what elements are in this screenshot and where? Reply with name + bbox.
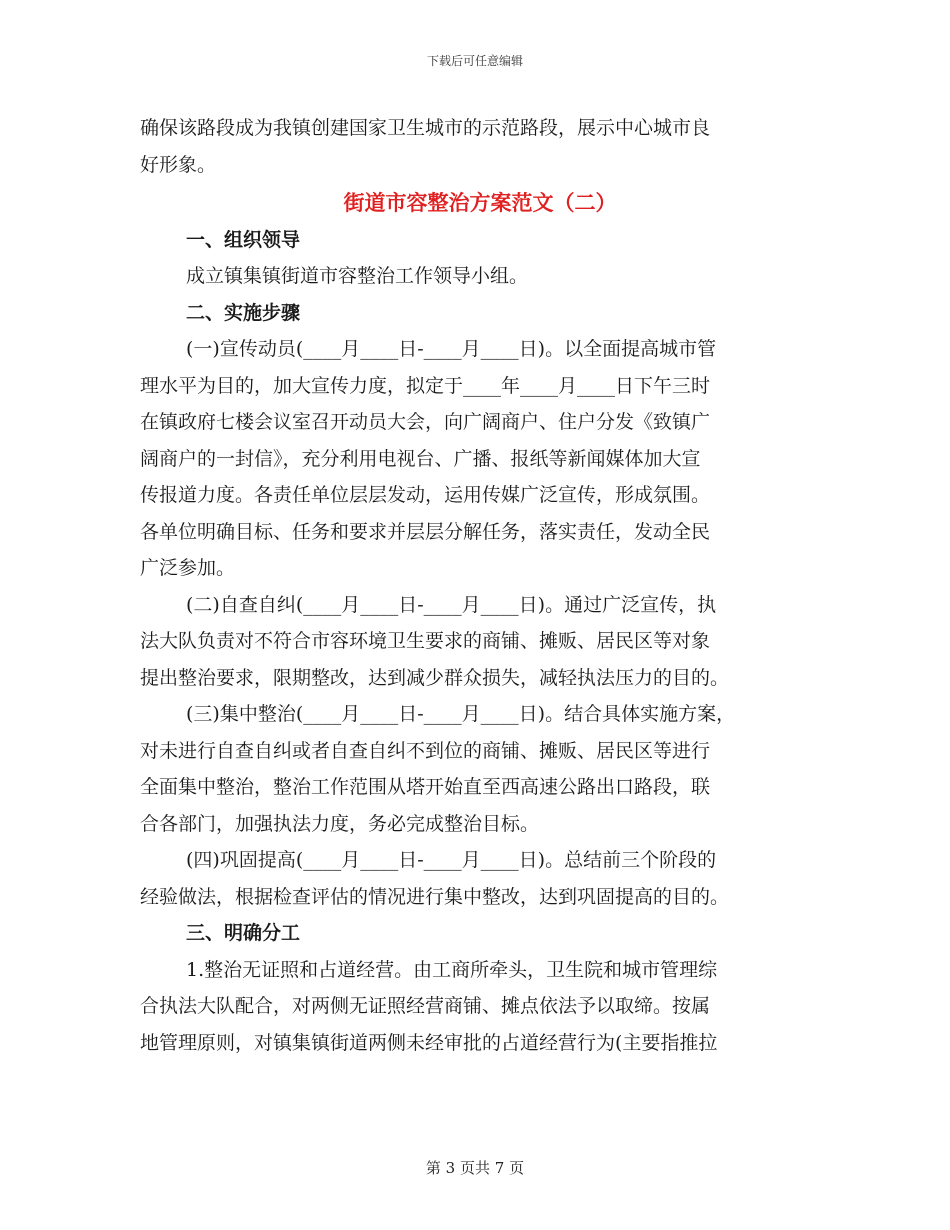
paragraph-line: (二)自查自纠(____月____日-____月____日)。通过广泛宣传，执 [186, 593, 717, 616]
paragraph-line: 法大队负责对不符合市容环境卫生要求的商铺、摊贩、居民区等对象 [140, 630, 711, 652]
paragraph-line: 各单位明确目标、任务和要求并层层分解任务，落实责任，发动全民 [140, 520, 711, 543]
paragraph-line: 对未进行自查自纠或者自查自纠不到位的商铺、摊贩、居民区等进行 [140, 739, 711, 762]
paragraph-line: (一)宣传动员(____月____日-____月____日)。以全面提高城市管 [186, 338, 717, 360]
document-title: 街道市容整治方案范文（二） [343, 190, 617, 215]
paragraph-line: 在镇政府七楼会议室召开动员大会，向广阔商户、住户分发《致镇广 [140, 411, 711, 433]
paragraph-line: 阔商户的一封信》，充分利用电视台、广播、报纸等新闻媒体加大宣 [140, 447, 701, 470]
paragraph-line: 合执法大队配合，对两侧无证照经营商铺、摊点依法予以取缔。按属 [140, 995, 711, 1017]
paragraph-line: 成立镇集镇街道市容整治工作领导小组。 [186, 265, 529, 287]
page-footer: 第 3 页共 7 页 [425, 1159, 525, 1177]
paragraph-line: 广泛参加。 [140, 557, 236, 579]
paragraph-line: (四)巩固提高(____月____日-____月____日)。总结前三个阶段的 [186, 849, 717, 871]
body-line: 好形象。 [140, 153, 217, 176]
paragraph-line: 提出整治要求，限期整改，达到减少群众损失，减轻执法压力的目的。 [140, 666, 730, 689]
section-heading: 三、明确分工 [186, 922, 301, 944]
paragraph-line: 全面集中整治，整治工作范围从塔开始直至西高速公路出口路段，联 [140, 776, 711, 798]
paragraph-line: 传报道力度。各责任单位层层发动，运用传媒广泛宣传，形成氛围。 [140, 484, 711, 506]
paragraph-line: 地管理原则，对镇集镇街道两侧未经审批的占道经营行为(主要指推拉 [140, 1031, 718, 1054]
paragraph-line: 理水平为目的，加大宣传力度，拟定于____年____月____日下午三时 [140, 374, 711, 397]
document-body [140, 110, 820, 1061]
paragraph-line: (三)集中整治(____月____日-____月____日)。结合具体实施方案， [186, 703, 736, 725]
section-heading: 二、实施步骤 [186, 301, 301, 324]
paragraph-line: 合各部门，加强执法力度，务必完成整治目标。 [140, 812, 540, 835]
paragraph-line: 1.整治无证照和占道经营。由工商所牵头，卫生院和城市管理综 [186, 958, 718, 981]
body-line: 确保该路段成为我镇创建国家卫生城市的示范路段，展示中心城市良 [140, 117, 711, 139]
paragraph-line: 经验做法，根据检查评估的情况进行集中整改，达到巩固提高的目的。 [140, 885, 730, 908]
section-heading: 一、组织领导 [186, 228, 301, 251]
page-header: 下载后可任意编辑 [426, 54, 523, 68]
